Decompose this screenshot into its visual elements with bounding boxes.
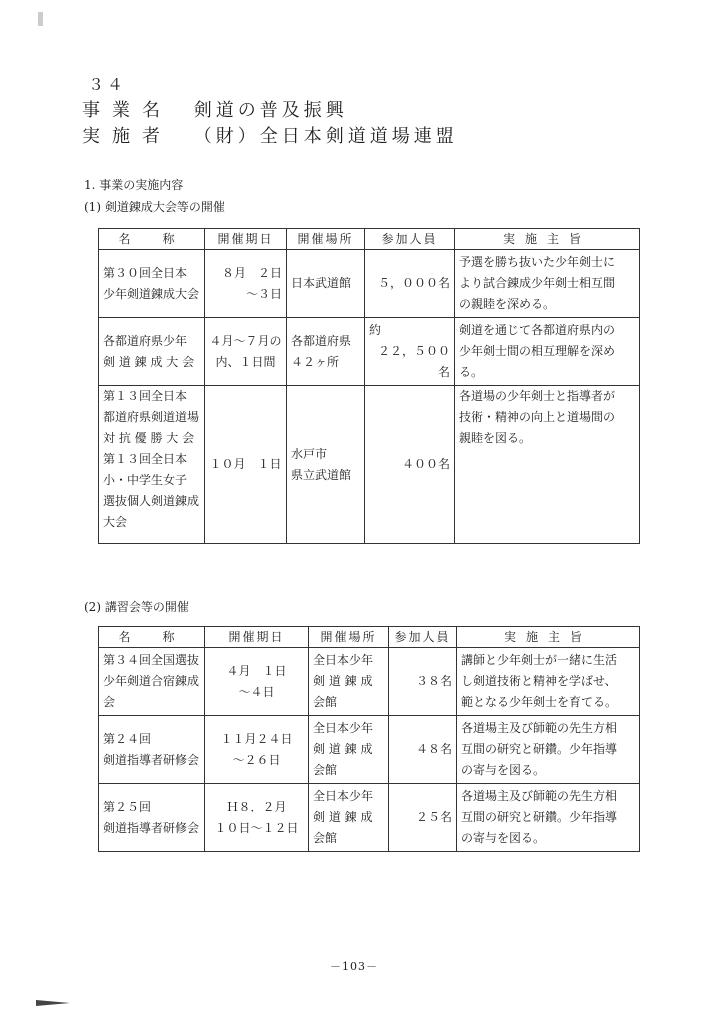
event-date: １０月 １日 (205, 386, 287, 544)
seminar-count: ４８名 (389, 716, 457, 784)
seminar-date: ４月 １日 ～４日 (205, 648, 309, 716)
tournament-table (98, 228, 640, 544)
subsection-heading-2: (2) 講習会等の開催 (84, 600, 189, 614)
seminar-place: 全日本少年 剣 道 錬 成 会館 (309, 716, 389, 784)
document-number: ３４ (88, 75, 127, 94)
project-label: 事業名 (82, 100, 172, 121)
seminar-date: Ｈ８．２月 １０日～１２日 (205, 784, 309, 852)
page-number: －103－ (330, 960, 378, 973)
seminar-name: 第３４回全国選抜 少年剣道合宿錬成 会 (99, 648, 205, 716)
event-count: ５，０００名 (365, 250, 455, 318)
count-value: ２２，５００名 (377, 344, 450, 379)
seminar-purpose: 講師と少年剣士が一緒に生活 し剣道技術と精神を学ばせ、 範となる少年剣士を育てる。 (457, 648, 640, 716)
table-header-row (99, 627, 640, 648)
event-name: 各都道府県少年 剣 道 錬 成 大 会 (99, 318, 205, 386)
project-name: 剣道の普及振興 (193, 100, 348, 121)
header-purpose: 実施主旨 (457, 627, 640, 648)
table-row (99, 716, 640, 784)
seminar-place: 全日本少年 剣 道 錬 成 会館 (309, 784, 389, 852)
header-date: 開催期日 (205, 627, 309, 648)
event-place: 水戸市 県立武道館 (287, 386, 365, 544)
event-purpose: 各道場の少年剣士と指導者が 技術・精神の向上と道場間の 親睦を図る。 (455, 386, 640, 544)
event-name: 第１３回全日本 都道府県剣道道場 対 抗 優 勝 大 会 第１３回全日本 小・中学生女子 選抜個人剣道錬成 大会 (99, 386, 205, 544)
event-name: 第３０回全日本 少年剣道錬成大会 (99, 250, 205, 318)
table-row (99, 648, 640, 716)
header-count: 参加人員 (389, 627, 457, 648)
seminar-date: １１月２４日 ～２６日 (205, 716, 309, 784)
table-row (99, 250, 640, 318)
subsection-heading-1: (1) 剣道錬成大会等の開催 (84, 200, 225, 214)
header-place: 開催場所 (309, 627, 389, 648)
scan-arrow-mark (36, 1000, 70, 1006)
header-purpose: 実施主旨 (455, 229, 640, 250)
event-date: ８月 ２日 ～３日 (205, 250, 287, 318)
event-count: ４００名 (365, 386, 455, 544)
seminar-purpose: 各道場主及び師範の先生方相 互間の研究と研鑽。少年指導 の寄与を図る。 (457, 784, 640, 852)
event-count (365, 318, 455, 386)
project-row (82, 96, 348, 122)
seminar-name: 第２５回 剣道指導者研修会 (99, 784, 205, 852)
table-header-row (99, 229, 640, 250)
table-row (99, 386, 640, 544)
seminar-table (98, 626, 640, 852)
seminar-place: 全日本少年 剣 道 錬 成 会館 (309, 648, 389, 716)
event-purpose: 予選を勝ち抜いた少年剣士に より試合錬成少年剣士相互間 の親睦を深める。 (455, 250, 640, 318)
seminar-name: 第２４回 剣道指導者研修会 (99, 716, 205, 784)
header-date: 開催期日 (205, 229, 287, 250)
header-name: 名 称 (99, 229, 205, 250)
header-name: 名 称 (99, 627, 205, 648)
event-place: 日本武道館 (287, 250, 365, 318)
seminar-count: ２５名 (389, 784, 457, 852)
table-row (99, 784, 640, 852)
section-heading: 1. 事業の実施内容 (84, 178, 184, 192)
event-purpose: 剣道を通じて各都道府県内の 少年剣士間の相互理解を深め る。 (455, 318, 640, 386)
seminar-purpose: 各道場主及び師範の先生方相 互間の研究と研鑽。少年指導 の寄与を図る。 (457, 716, 640, 784)
scan-mark-top (38, 12, 43, 26)
organizer-row (82, 122, 458, 148)
organizer-name: （財）全日本剣道道場連盟 (193, 126, 458, 147)
seminar-count: ３８名 (389, 648, 457, 716)
header-count: 参加人員 (365, 229, 455, 250)
organizer-label: 実施者 (82, 126, 172, 147)
event-place: 各都道府県 ４２ヶ所 (287, 318, 365, 386)
event-date: ４月～７月の 内、１日間 (205, 318, 287, 386)
table-row (99, 318, 640, 386)
header-place: 開催場所 (287, 229, 365, 250)
count-prefix: 約 (369, 323, 382, 337)
